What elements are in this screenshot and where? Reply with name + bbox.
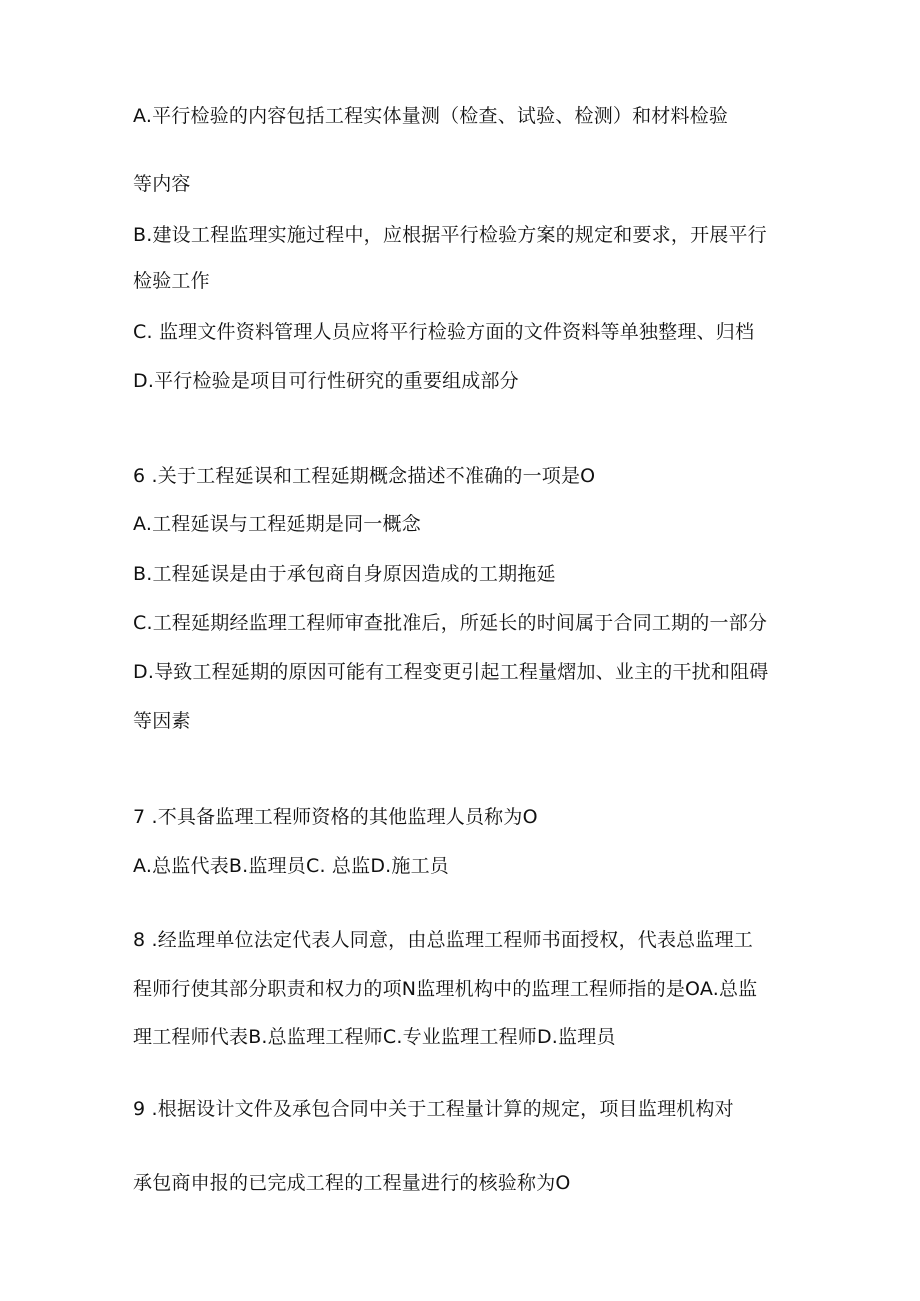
option-line: A.工程延误与工程延期是同一概念 (133, 513, 421, 535)
paragraph-line: 检验工作 (133, 270, 210, 292)
question-line: 8 .经监理单位法定代表人同意，由总监理工程师书面授权，代表总监理工 (133, 929, 753, 951)
question-line: 承包商申报的已完成工程的工程量进行的核验称为O (133, 1172, 571, 1194)
paragraph-line: A.平行检验的内容包括工程实体量测（检查、试验、检测）和材料检验 (133, 105, 729, 127)
option-line: A.总监代表B.监理员C. 总监D.施工员 (133, 855, 449, 877)
option-line: 等因素 (133, 710, 191, 732)
question-line: 理工程师代表B.总监理工程师C.专业监理工程师D.监理员 (133, 1026, 616, 1048)
paragraph-line: C. 监理文件资料管理人员应将平行检验方面的文件资料等单独整理、归档 (133, 321, 755, 343)
question-line: 6 .关于工程延误和工程延期概念描述不准确的一项是O (133, 465, 596, 487)
option-line: B.工程延误是由于承包商自身原因造成的工期拖延 (133, 563, 556, 585)
option-line: C.工程延期经监理工程师审查批准后，所延长的时间属于合同工期的一部分 (133, 612, 768, 634)
paragraph-line: B.建设工程监理实施过程中，应根据平行检验方案的规定和要求，开展平行 (133, 224, 767, 246)
question-line: 程师行使其部分职责和权力的项N监理机构中的监理工程师指的是OA.总监 (133, 978, 758, 1000)
question-line: 7 .不具备监理工程师资格的其他监理人员称为O (133, 806, 538, 828)
option-line: D.导致工程延期的原因可能有工程变更引起工程量熠加、业主的干扰和阻碍 (133, 661, 769, 683)
paragraph-line: 等内容 (133, 173, 191, 195)
question-line: 9 .根据设计文件及承包合同中关于工程量计算的规定，项目监理机构对 (133, 1098, 734, 1120)
paragraph-line: D.平行检验是项目可行性研究的重要组成部分 (133, 370, 519, 392)
